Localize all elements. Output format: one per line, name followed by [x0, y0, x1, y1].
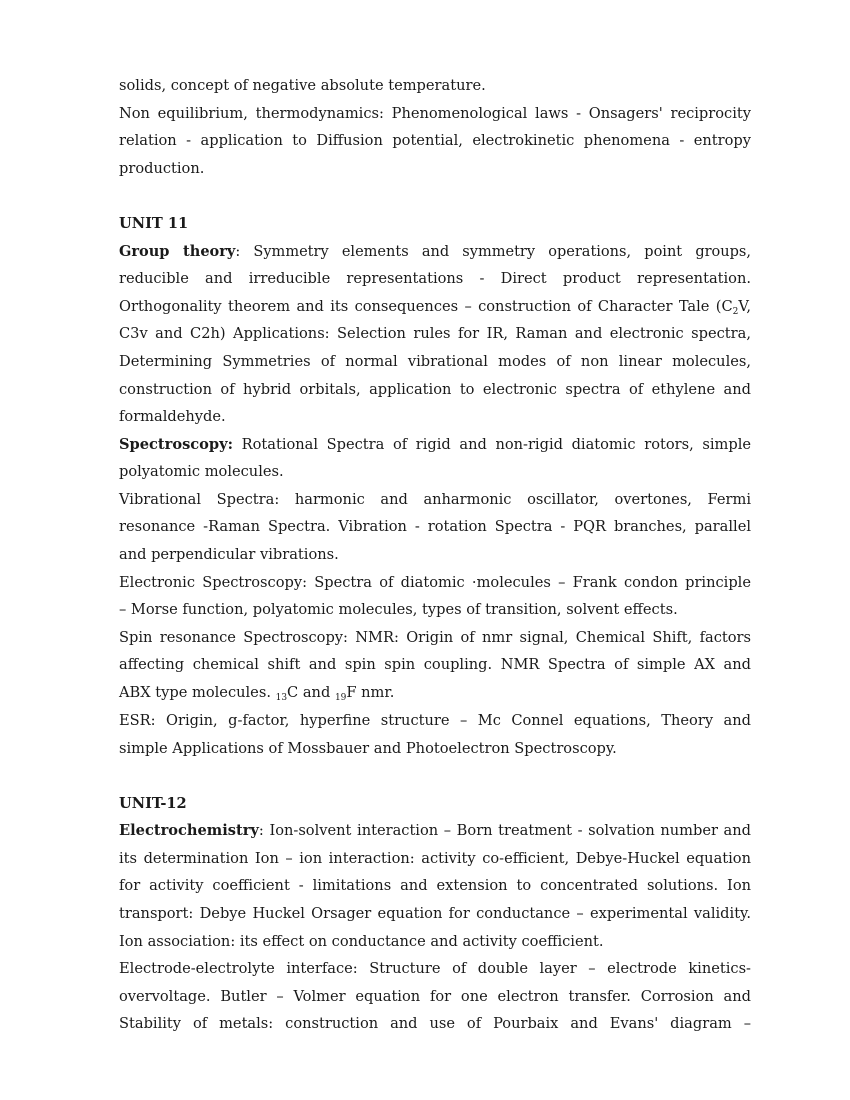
text-line: construction of hybrid orbitals, application to electronic spectra of ethylene and	[119, 381, 751, 398]
spectroscopy-line	[119, 435, 751, 455]
group-theory-line	[119, 242, 751, 262]
unit-12-heading: UNIT-12	[119, 795, 187, 812]
text-line: Electrode-electrolyte interface: Structure of double layer – electrode kinetics-	[119, 960, 751, 977]
text-line: Spin resonance Spectroscopy: NMR: Origin of nmr signal, Chemical Shift, factors	[119, 629, 751, 646]
subscript: 2	[732, 307, 739, 317]
text-span: : Ion-solvent interaction – Born treatment - solvation number and	[258, 822, 751, 839]
text-span: Rotational Spectra of rigid and non-rigid diatomic rotors, simple	[233, 436, 751, 453]
text-span: F nmr.	[346, 684, 395, 701]
text-line	[119, 683, 751, 703]
unit-11-heading: UNIT 11	[119, 215, 189, 232]
text-line: and perpendicular vibrations.	[119, 546, 339, 563]
electrochemistry-term: Electrochemistry	[119, 822, 259, 839]
text-span: V,	[738, 298, 751, 315]
text-line: transport: Debye Huckel Orsager equation for conductance – experimental validity.	[119, 905, 751, 922]
text-line: ESR: Origin, g-factor, hyperfine structure – Mc Connel equations, Theory and	[119, 712, 751, 729]
text-line: Ion association: its effect on conductance and activity coefficient.	[119, 933, 604, 950]
text-line: Determining Symmetries of normal vibrational modes of non linear molecules,	[119, 353, 751, 370]
text-line: Non equilibrium, thermodynamics: Phenomenological laws - Onsagers' reciprocity	[119, 105, 751, 122]
text-line: relation - application to Diffusion potential, electrokinetic phenomena - entropy	[119, 132, 751, 149]
text-line: C3v and C2h) Applications: Selection rules for IR, Raman and electronic spectra,	[119, 325, 751, 342]
subscript: 13	[275, 693, 288, 703]
text-line: – Morse function, polyatomic molecules, types of transition, solvent effects.	[119, 601, 678, 618]
text-line: resonance -Raman Spectra. Vibration - rotation Spectra - PQR branches, parallel	[119, 518, 751, 535]
text-line: reducible and irreducible representations - Direct product representation.	[119, 270, 751, 287]
text-line: Vibrational Spectra: harmonic and anharmonic oscillator, overtones, Fermi	[119, 491, 751, 508]
subscript: 19	[334, 693, 347, 703]
text-line: for activity coefficient - limitations and extension to concentrated solutions. Ion	[119, 877, 751, 894]
text-line: Electronic Spectroscopy: Spectra of diatomic ·molecules – Frank condon principle	[119, 574, 751, 591]
spectroscopy-term: Spectroscopy:	[119, 436, 233, 453]
text-line: production.	[119, 160, 205, 177]
text-line: simple Applications of Mossbauer and Photoelectron Spectroscopy.	[119, 740, 617, 757]
text-span: : Symmetry elements and symmetry operations, point groups,	[235, 244, 751, 260]
group-theory-term: Group theory	[119, 243, 236, 260]
text-span: C and	[287, 684, 335, 701]
text-line	[119, 297, 751, 317]
text-line: polyatomic molecules.	[119, 463, 284, 480]
text-line: solids, concept of negative absolute temperature.	[119, 77, 486, 94]
text-line: overvoltage. Butler – Volmer equation for one electron transfer. Corrosion and	[119, 988, 751, 1005]
text-span: Orthogonality theorem and its consequences – construction of Character Tale (C	[119, 298, 733, 315]
text-line: affecting chemical shift and spin spin coupling. NMR Spectra of simple AX and	[119, 656, 751, 673]
text-line: Stability of metals: construction and use of Pourbaix and Evans' diagram –	[119, 1015, 751, 1032]
text-line: formaldehyde.	[119, 408, 226, 425]
text-span: ABX type molecules.	[119, 684, 276, 701]
electrochemistry-line	[119, 821, 751, 841]
text-line: its determination Ion – ion interaction: activity co-efficient, Debye-Huckel equation	[119, 850, 751, 867]
